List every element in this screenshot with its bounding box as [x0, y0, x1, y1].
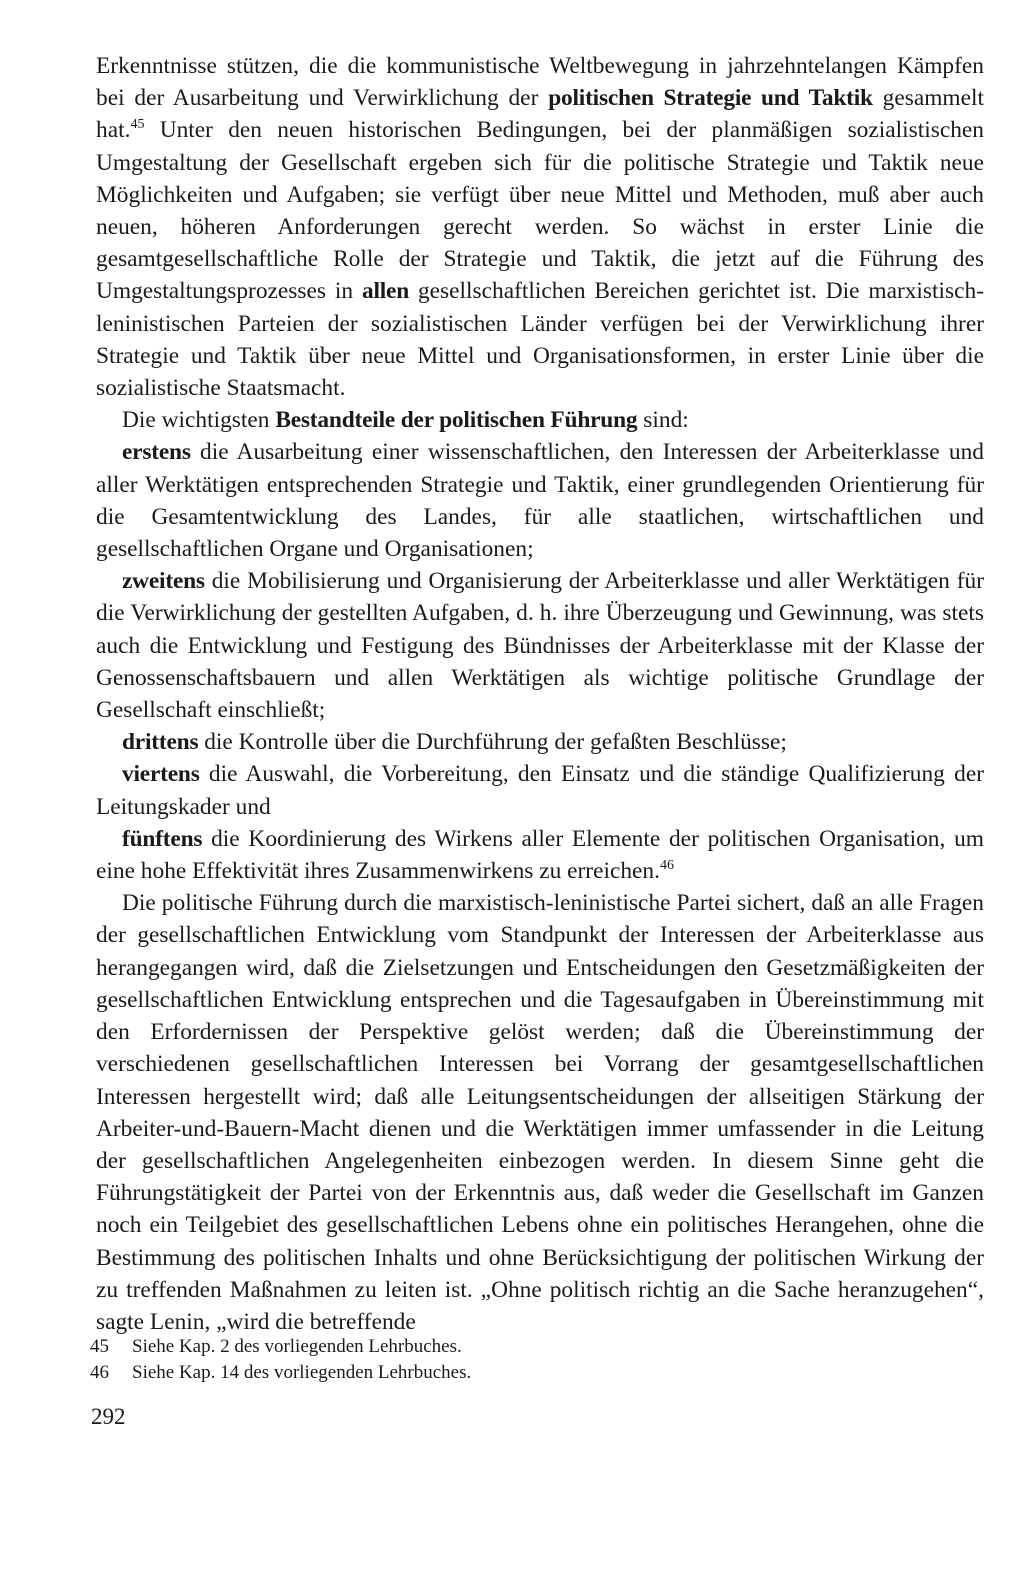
footnote-number: 46	[90, 1362, 109, 1383]
item-text: die Kontrolle über die Durchführung der gefaßten Beschlüsse;	[198, 729, 787, 756]
bold-phrase: politischen Strategie und Taktik	[548, 85, 873, 112]
paragraph-political-leadership: Die politische Führung durch die marxistisch-leninistische Partei sichert, daß an alle Fragen der gesellschaftlichen Entwicklung vom Standpunkt der Interessen der Arbeiterklasse aus herangegangen wird, daß die Zielsetzungen und Entscheidungen den Gesetzmäßigkeiten der gesellschaftlichen Entwicklung entsprechen und die Tagesaufgaben in Übereinstimmung mit den Erfordernissen der Perspektive gelöst werden; daß die Übereinstimmung der verschiedenen gesellschaftlichen Interessen bei Vorrang der gesamtgesellschaftlichen Interessen hergestellt wird; daß alle Leitungsentscheidungen der allseitigen Stärkung der Arbeiter-und-Bauern-Macht dienen und die Werktätigen immer umfassender in die Leitung der gesellschaftlichen Angelegenheiten einbezogen werden. In diesem Sinne geht die Führungstätigkeit der Partei von der Erkenntnis aus, daß weder die Gesellschaft im Ganzen noch ein Teilgebiet des gesellschaftlichen Lebens ohne ein politisches Herangehen, ohne die Bestimmung des politischen Inhalts und ohne Berücksichtigung der politischen Wirkung der zu treffenden Maßnahmen zu leiten ist. „Ohne politisch richtig an die Sache heranzugehen“, sagte Lenin, „wird die betreffende	[96, 890, 984, 1335]
item-label: drittens	[122, 729, 199, 756]
footnote-number: 45	[90, 1336, 109, 1357]
item-label: viertens	[122, 761, 200, 788]
footnote-text: Siehe Kap. 14 des vorliegenden Lehrbuches.	[132, 1362, 472, 1383]
list-item	[96, 565, 984, 726]
item-text: die Koordinierung des Wirkens aller Elemente der politischen Organisation, um eine hohe Effektivität ihres Zusammenwirkens zu erreichen.	[96, 825, 984, 885]
page-number: 292	[91, 1404, 126, 1429]
text-run: gesellschaftlichen Bereichen gerichtet ist. Die marxistisch-leninistischen Parteien der sozialistischen Länder verfügen bei der Verwirklichung ihrer Strategie und Taktik über neue Mittel und Organisationsformen, in erster Linie über die sozialistische Staatsmacht.	[96, 278, 985, 402]
text-run: gesammelt hat.	[96, 85, 984, 144]
item-label: erstens	[122, 439, 191, 466]
list-item	[96, 726, 984, 758]
footnotes	[90, 1334, 990, 1386]
paragraph-components-intro	[96, 404, 984, 436]
item-text: die Mobilisierung und Organisierung der Arbeiterklasse und aller Werktätigen für die Verwirklichung der gestellten Aufgaben, d. h. ihre Überzeugung und Gewinnung, was stets auch die Entwicklung und Festigung des Bündnisses der Arbeiterklasse mit der Klasse der Genossenschaftsbauern und allen Werktätigen als wichtige politische Grundlage der Gesellschaft einschließt;	[96, 568, 984, 724]
page-body	[96, 50, 984, 1338]
bold-word: allen	[361, 278, 410, 305]
footnote	[90, 1360, 990, 1386]
list-item	[96, 436, 984, 565]
footnote	[90, 1334, 990, 1360]
footnote-ref-45: 45	[130, 117, 145, 133]
bold-phrase: Bestandteile der politischen Führung	[275, 407, 638, 434]
footnote-ref-46: 46	[659, 858, 674, 874]
list-item	[96, 758, 984, 822]
item-text: die Ausarbeitung einer wissenschaftlichen, den Interessen der Arbeiterklasse und aller Werktätigen entsprechenden Strategie und Taktik, einer grundlegenden Orientierung für die Gesamtentwicklung des Landes, für alle staatlichen, wirtschaftlichen und gesellschaftlichen Organe und Organisationen;	[96, 439, 984, 563]
text-run: Die wichtigsten	[122, 407, 276, 434]
text-run: sind:	[637, 407, 689, 434]
list-item	[96, 823, 984, 887]
paragraph-strategy	[96, 50, 984, 404]
item-label: zweitens	[122, 568, 205, 595]
footnote-text: Siehe Kap. 2 des vorliegenden Lehrbuches.	[132, 1336, 462, 1357]
item-label: fünftens	[122, 825, 203, 852]
item-text: die Auswahl, die Vorbereitung, den Einsatz und die ständige Qualifizierung der Leitungskader und	[96, 761, 984, 820]
text-run: Unter den neuen historischen Bedingungen, bei der planmäßigen sozialistischen Umgestaltung der Gesellschaft ergeben sich für die politische Strategie und Taktik neue Möglichkeiten und Aufgaben; sie verfügt über neue Mittel und Methoden, muß aber auch neuen, höheren Anforderungen gerecht werden. So wächst in erster Linie die gesamtgesellschaftliche Rolle der Strategie und Taktik, die jetzt auf die Führung des Umgestaltungsprozesses in	[96, 117, 984, 305]
text-run: Erkenntnisse stützen, die die kommunistische Weltbewegung in jahrzehntelangen Kämpfen bei der Ausarbeitung und Verwirklichung der	[96, 53, 984, 112]
